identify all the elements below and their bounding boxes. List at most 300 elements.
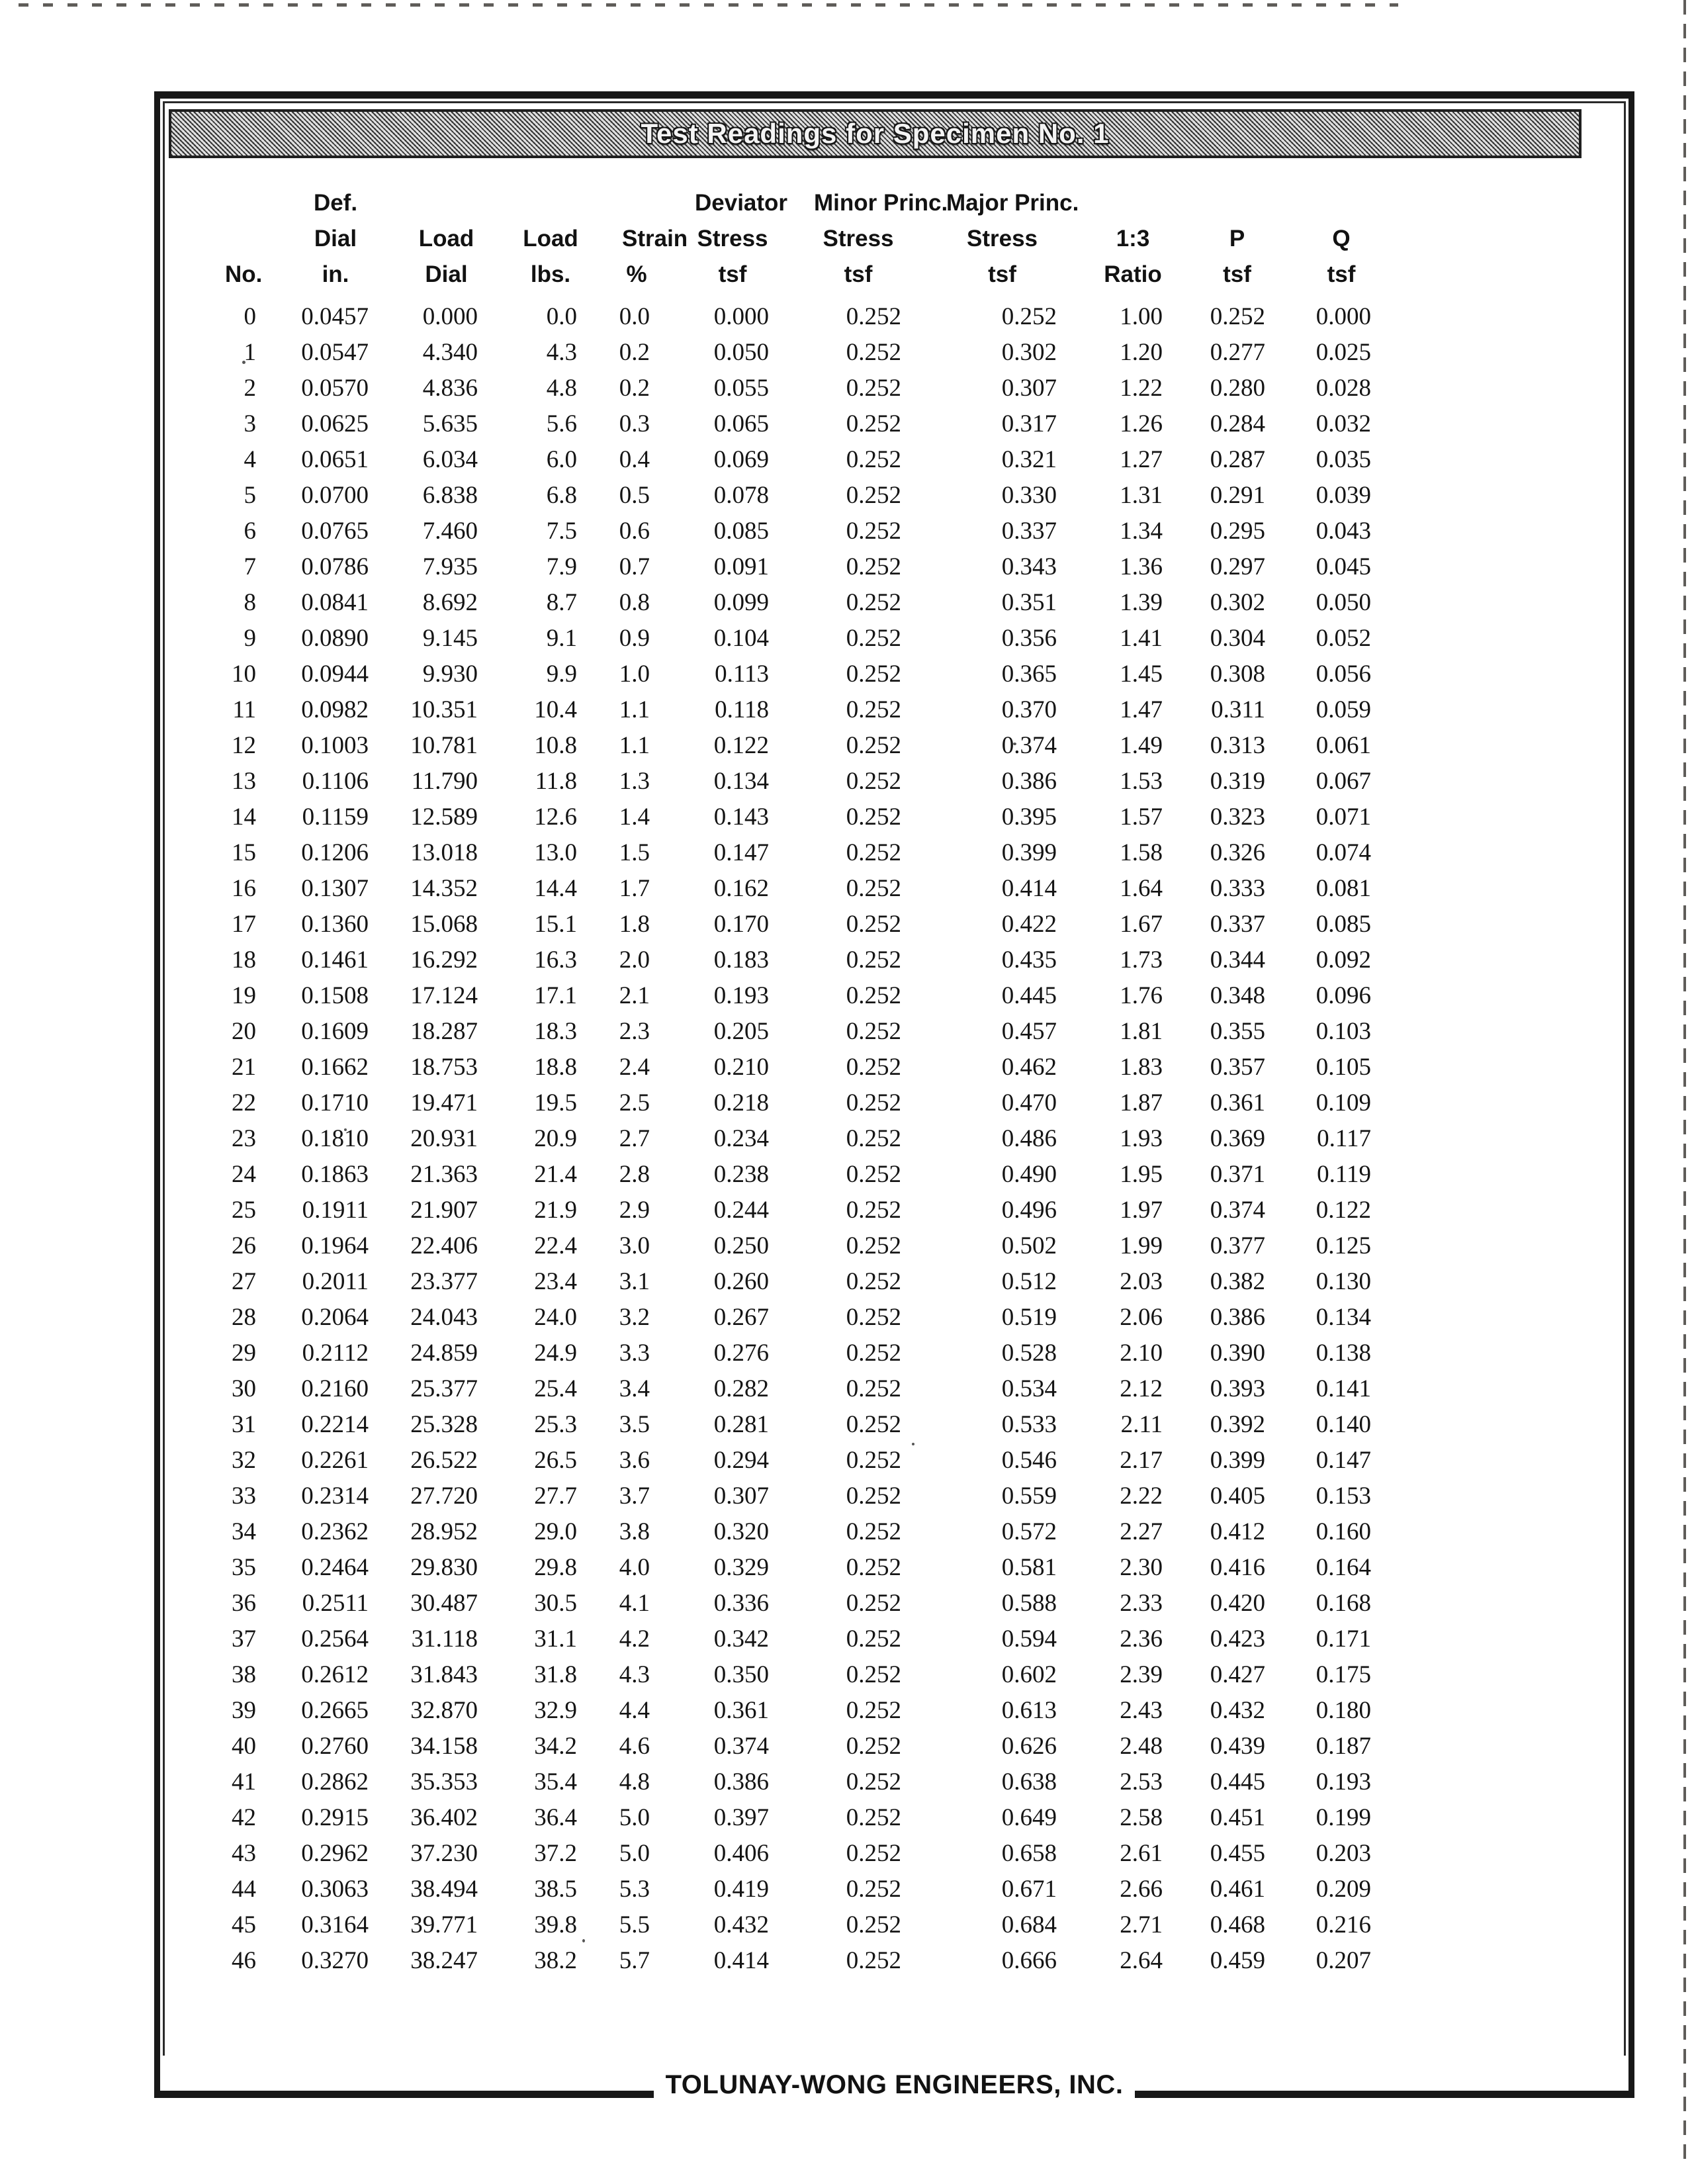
column-header-no [185, 216, 261, 252]
cell-strain-pct: 0.8 [619, 588, 650, 616]
cell-q-tsf: 0.105 [1315, 1053, 1371, 1081]
table-row [185, 656, 1376, 692]
cell-ratio-1-3: 2.36 [1120, 1625, 1163, 1653]
column-header-deviator-stress-tsf: Deviator [695, 190, 788, 216]
cell-deviator-stress-tsf: 0.250 [713, 1232, 769, 1259]
cell-load-lbs: 6.8 [546, 481, 577, 509]
cell-load-dial: 28.952 [410, 1518, 478, 1545]
cell-load-dial: 19.471 [410, 1089, 478, 1116]
cell-minor-princ-stress-tsf: 0.252 [846, 1232, 901, 1259]
cell-minor-princ-stress-tsf: 0.252 [846, 1482, 901, 1510]
cell-no: 6 [244, 517, 256, 545]
cell-deviator-stress-tsf: 0.361 [713, 1696, 769, 1724]
cell-load-lbs: 5.6 [546, 410, 577, 437]
cell-no: 21 [232, 1053, 256, 1081]
cell-deviator-stress-tsf: 0.050 [713, 338, 769, 366]
cell-major-princ-stress-tsf: 0.626 [1001, 1732, 1057, 1760]
cell-strain-pct: 2.9 [619, 1196, 650, 1224]
cell-ratio-1-3: 2.64 [1120, 1946, 1163, 1974]
cell-strain-pct: 3.8 [619, 1518, 650, 1545]
cell-major-princ-stress-tsf: 0.602 [1001, 1661, 1057, 1688]
cell-q-tsf: 0.071 [1315, 803, 1371, 831]
cell-major-princ-stress-tsf: 0.613 [1001, 1696, 1057, 1724]
cell-def-dial-in: 0.0625 [301, 410, 369, 437]
cell-major-princ-stress-tsf: 0.307 [1001, 374, 1057, 402]
table-row [185, 942, 1376, 978]
cell-p-tsf: 0.371 [1210, 1160, 1265, 1188]
cell-deviator-stress-tsf: 0.193 [713, 981, 769, 1009]
cell-load-lbs: 17.1 [534, 981, 577, 1009]
cell-strain-pct: 0.0 [619, 302, 650, 330]
table-row [185, 549, 1376, 584]
cell-def-dial-in: 0.1710 [301, 1089, 369, 1116]
cell-q-tsf: 0.109 [1315, 1089, 1371, 1116]
cell-no: 18 [232, 946, 256, 974]
table-row [185, 1621, 1376, 1657]
cell-p-tsf: 0.284 [1210, 410, 1265, 437]
cell-q-tsf: 0.193 [1315, 1768, 1371, 1796]
cell-minor-princ-stress-tsf: 0.252 [846, 1732, 901, 1760]
cell-q-tsf: 0.032 [1315, 410, 1371, 437]
column-header-major-princ-stress-tsf: tsf [988, 261, 1016, 287]
footer-rule-left [160, 2091, 654, 2098]
cell-major-princ-stress-tsf: 0.528 [1001, 1339, 1057, 1367]
cell-strain-pct: 1.3 [619, 767, 650, 795]
cell-strain-pct: 3.6 [619, 1446, 650, 1474]
cell-load-dial: 12.589 [410, 803, 478, 831]
cell-load-lbs: 10.4 [534, 696, 577, 723]
cell-def-dial-in: 0.1609 [301, 1017, 369, 1045]
cell-ratio-1-3: 2.53 [1120, 1768, 1163, 1796]
cell-load-dial: 11.790 [411, 767, 478, 795]
cell-no: 45 [232, 1911, 256, 1938]
table-row [185, 1585, 1376, 1621]
cell-load-lbs: 32.9 [534, 1696, 577, 1724]
cell-deviator-stress-tsf: 0.282 [713, 1375, 769, 1402]
cell-q-tsf: 0.164 [1315, 1553, 1371, 1581]
cell-ratio-1-3: 1.97 [1120, 1196, 1163, 1224]
cell-minor-princ-stress-tsf: 0.252 [846, 1267, 901, 1295]
cell-load-lbs: 37.2 [534, 1839, 577, 1867]
readings-table-body [185, 288, 1376, 1978]
cell-no: 26 [232, 1232, 256, 1259]
cell-major-princ-stress-tsf: 0.330 [1001, 481, 1057, 509]
cell-deviator-stress-tsf: 0.170 [713, 910, 769, 938]
cell-minor-princ-stress-tsf: 0.252 [846, 1446, 901, 1474]
cell-load-lbs: 26.5 [534, 1446, 577, 1474]
readings-table-head [185, 181, 1376, 288]
cell-major-princ-stress-tsf: 0.533 [1001, 1410, 1057, 1438]
column-header-major-princ-stress-tsf: Stress [966, 226, 1038, 251]
cell-major-princ-stress-tsf: 0.502 [1001, 1232, 1057, 1259]
cell-minor-princ-stress-tsf: 0.252 [846, 1160, 901, 1188]
cell-def-dial-in: 0.2915 [301, 1803, 369, 1831]
cell-def-dial-in: 0.0765 [301, 517, 369, 545]
cell-load-dial: 38.247 [410, 1946, 478, 1974]
cell-deviator-stress-tsf: 0.234 [713, 1124, 769, 1152]
cell-deviator-stress-tsf: 0.118 [715, 696, 769, 723]
cell-strain-pct: 3.7 [619, 1482, 650, 1510]
cell-no: 7 [244, 553, 256, 580]
table-row [185, 1406, 1376, 1442]
cell-p-tsf: 0.304 [1210, 624, 1265, 652]
cell-minor-princ-stress-tsf: 0.252 [846, 1089, 901, 1116]
cell-no: 44 [232, 1875, 256, 1903]
cell-strain-pct: 4.6 [619, 1732, 650, 1760]
cell-minor-princ-stress-tsf: 0.252 [846, 338, 901, 366]
cell-strain-pct: 1.7 [619, 874, 650, 902]
cell-ratio-1-3: 1.49 [1120, 731, 1163, 759]
column-header-strain-pct: % [626, 261, 647, 287]
table-row [185, 870, 1376, 906]
cell-major-princ-stress-tsf: 0.351 [1001, 588, 1057, 616]
cell-minor-princ-stress-tsf: 0.252 [846, 1553, 901, 1581]
cell-q-tsf: 0.199 [1315, 1803, 1371, 1831]
cell-no: 41 [232, 1768, 256, 1796]
cell-load-lbs: 35.4 [534, 1768, 577, 1796]
table-row [185, 1728, 1376, 1764]
cell-load-lbs: 15.1 [534, 910, 577, 938]
cell-load-lbs: 29.8 [534, 1553, 577, 1581]
cell-deviator-stress-tsf: 0.122 [713, 731, 769, 759]
cell-q-tsf: 0.059 [1315, 696, 1371, 723]
column-header-load-lbs: Load [523, 226, 578, 251]
cell-ratio-1-3: 1.64 [1120, 874, 1163, 902]
cell-q-tsf: 0.168 [1315, 1589, 1371, 1617]
cell-strain-pct: 3.1 [619, 1267, 650, 1295]
table-row [185, 1442, 1376, 1478]
cell-load-lbs: 31.8 [534, 1661, 577, 1688]
cell-strain-pct: 5.5 [619, 1911, 650, 1938]
cell-p-tsf: 0.357 [1210, 1053, 1265, 1081]
cell-p-tsf: 0.277 [1210, 338, 1265, 366]
cell-deviator-stress-tsf: 0.350 [713, 1661, 769, 1688]
table-row [185, 1192, 1376, 1228]
cell-p-tsf: 0.432 [1210, 1696, 1265, 1724]
cell-major-princ-stress-tsf: 0.252 [1001, 302, 1057, 330]
cell-major-princ-stress-tsf: 0.486 [1001, 1124, 1057, 1152]
table-row [185, 1514, 1376, 1549]
cell-ratio-1-3: 1.47 [1120, 696, 1163, 723]
cell-load-dial: 34.158 [410, 1732, 478, 1760]
cell-def-dial-in: 0.0547 [301, 338, 369, 366]
cell-deviator-stress-tsf: 0.065 [713, 410, 769, 437]
column-header-minor-princ-stress-tsf: Minor Princ. [814, 190, 948, 216]
cell-ratio-1-3: 2.39 [1120, 1661, 1163, 1688]
cell-no: 11 [232, 696, 256, 723]
cell-deviator-stress-tsf: 0.134 [713, 767, 769, 795]
cell-p-tsf: 0.445 [1210, 1768, 1265, 1796]
cell-p-tsf: 0.416 [1210, 1553, 1265, 1581]
cell-ratio-1-3: 2.10 [1120, 1339, 1163, 1367]
cell-major-princ-stress-tsf: 0.395 [1001, 803, 1057, 831]
cell-ratio-1-3: 2.66 [1120, 1875, 1163, 1903]
cell-load-dial: 6.838 [422, 481, 478, 509]
cell-def-dial-in: 0.0982 [301, 696, 369, 723]
cell-ratio-1-3: 1.36 [1120, 553, 1163, 580]
table-row [185, 978, 1376, 1013]
table-row [185, 799, 1376, 835]
cell-load-dial: 7.460 [422, 517, 478, 545]
cell-p-tsf: 0.399 [1210, 1446, 1265, 1474]
cell-deviator-stress-tsf: 0.329 [713, 1553, 769, 1581]
cell-strain-pct: 2.5 [619, 1089, 650, 1116]
cell-q-tsf: 0.103 [1315, 1017, 1371, 1045]
cell-minor-princ-stress-tsf: 0.252 [846, 731, 901, 759]
cell-p-tsf: 0.297 [1210, 553, 1265, 580]
cell-p-tsf: 0.451 [1210, 1803, 1265, 1831]
column-header-load-lbs: lbs. [530, 261, 571, 287]
cell-load-dial: 8.692 [422, 588, 478, 616]
cell-minor-princ-stress-tsf: 0.252 [846, 624, 901, 652]
cell-q-tsf: 0.000 [1315, 302, 1371, 330]
cell-no: 5 [244, 481, 256, 509]
column-header-deviator-stress-tsf: Stress [697, 226, 768, 251]
cell-deviator-stress-tsf: 0.432 [713, 1911, 769, 1938]
cell-p-tsf: 0.344 [1210, 946, 1265, 974]
cell-load-dial: 4.836 [422, 374, 478, 402]
cell-load-dial: 31.118 [411, 1625, 478, 1653]
table-row [185, 1907, 1376, 1942]
table-row [185, 1657, 1376, 1692]
cell-deviator-stress-tsf: 0.374 [713, 1732, 769, 1760]
cell-p-tsf: 0.313 [1210, 731, 1265, 759]
cell-strain-pct: 0.2 [619, 338, 650, 366]
cell-q-tsf: 0.171 [1315, 1625, 1371, 1653]
cell-deviator-stress-tsf: 0.085 [713, 517, 769, 545]
cell-strain-pct: 0.6 [619, 517, 650, 545]
cell-load-dial: 0.000 [422, 302, 478, 330]
cell-major-princ-stress-tsf: 0.435 [1001, 946, 1057, 974]
cell-deviator-stress-tsf: 0.276 [713, 1339, 769, 1367]
cell-no: 37 [232, 1625, 256, 1653]
cell-minor-princ-stress-tsf: 0.252 [846, 981, 901, 1009]
cell-q-tsf: 0.052 [1315, 624, 1371, 652]
cell-deviator-stress-tsf: 0.336 [713, 1589, 769, 1617]
cell-minor-princ-stress-tsf: 0.252 [846, 1661, 901, 1688]
cell-q-tsf: 0.074 [1315, 839, 1371, 866]
cell-deviator-stress-tsf: 0.000 [713, 302, 769, 330]
cell-load-lbs: 11.8 [535, 767, 577, 795]
cell-ratio-1-3: 2.33 [1120, 1589, 1163, 1617]
table-row [185, 477, 1376, 513]
cell-deviator-stress-tsf: 0.342 [713, 1625, 769, 1653]
cell-minor-princ-stress-tsf: 0.252 [846, 588, 901, 616]
table-row [185, 1049, 1376, 1085]
report-footer [160, 2068, 1628, 2098]
cell-load-dial: 24.043 [410, 1303, 478, 1331]
cell-p-tsf: 0.455 [1210, 1839, 1265, 1867]
cell-load-dial: 4.340 [422, 338, 478, 366]
cell-def-dial-in: 0.1360 [301, 910, 369, 938]
cell-no: 3 [244, 410, 256, 437]
cell-def-dial-in: 0.1662 [301, 1053, 369, 1081]
cell-q-tsf: 0.035 [1315, 445, 1371, 473]
cell-p-tsf: 0.348 [1210, 981, 1265, 1009]
column-header-minor-princ-stress-tsf: Stress [823, 226, 894, 251]
cell-def-dial-in: 0.2862 [301, 1768, 369, 1796]
table-row [185, 1263, 1376, 1299]
cell-strain-pct: 3.3 [619, 1339, 650, 1367]
cell-def-dial-in: 0.2261 [301, 1446, 369, 1474]
header-row [185, 252, 1376, 288]
cell-major-princ-stress-tsf: 0.374 [1001, 731, 1057, 759]
cell-no: 25 [232, 1196, 256, 1224]
cell-ratio-1-3: 2.22 [1120, 1482, 1163, 1510]
table-row [185, 334, 1376, 370]
cell-major-princ-stress-tsf: 0.594 [1001, 1625, 1057, 1653]
cell-minor-princ-stress-tsf: 0.252 [846, 696, 901, 723]
cell-no: 23 [232, 1124, 256, 1152]
table-row [185, 584, 1376, 620]
cell-p-tsf: 0.337 [1210, 910, 1265, 938]
cell-ratio-1-3: 1.31 [1120, 481, 1163, 509]
table-row [185, 513, 1376, 549]
cell-minor-princ-stress-tsf: 0.252 [846, 910, 901, 938]
cell-major-princ-stress-tsf: 0.445 [1001, 981, 1057, 1009]
column-header-deviator-stress-tsf: tsf [718, 261, 747, 287]
cell-deviator-stress-tsf: 0.260 [713, 1267, 769, 1295]
cell-q-tsf: 0.056 [1315, 660, 1371, 688]
cell-def-dial-in: 0.3164 [301, 1911, 369, 1938]
cell-def-dial-in: 0.2612 [301, 1661, 369, 1688]
cell-q-tsf: 0.141 [1315, 1375, 1371, 1402]
cell-minor-princ-stress-tsf: 0.252 [846, 1875, 901, 1903]
cell-major-princ-stress-tsf: 0.470 [1001, 1089, 1057, 1116]
cell-load-lbs: 34.2 [534, 1732, 577, 1760]
cell-no: 31 [232, 1410, 256, 1438]
cell-load-dial: 23.377 [410, 1267, 478, 1295]
cell-strain-pct: 5.3 [619, 1875, 650, 1903]
column-header-no [185, 181, 261, 216]
cell-deviator-stress-tsf: 0.205 [713, 1017, 769, 1045]
column-header-def-dial-in: Def. [313, 190, 358, 216]
cell-q-tsf: 0.050 [1315, 588, 1371, 616]
cell-p-tsf: 0.374 [1210, 1196, 1265, 1224]
cell-minor-princ-stress-tsf: 0.252 [846, 1768, 901, 1796]
cell-load-dial: 18.753 [410, 1053, 478, 1081]
cell-strain-pct: 2.1 [619, 981, 650, 1009]
cell-ratio-1-3: 2.48 [1120, 1732, 1163, 1760]
cell-load-dial: 27.720 [410, 1482, 478, 1510]
cell-no: 33 [232, 1482, 256, 1510]
table-row [185, 1335, 1376, 1371]
cell-no: 15 [232, 839, 256, 866]
cell-ratio-1-3: 1.34 [1120, 517, 1163, 545]
cell-load-lbs: 7.5 [546, 517, 577, 545]
cell-q-tsf: 0.085 [1315, 910, 1371, 938]
table-row [185, 1692, 1376, 1728]
cell-no: 9 [244, 624, 256, 652]
cell-ratio-1-3: 1.58 [1120, 839, 1163, 866]
cell-p-tsf: 0.333 [1210, 874, 1265, 902]
cell-major-princ-stress-tsf: 0.457 [1001, 1017, 1057, 1045]
cell-load-lbs: 9.1 [546, 624, 577, 652]
cell-ratio-1-3: 2.17 [1120, 1446, 1163, 1474]
cell-no: 20 [232, 1017, 256, 1045]
table-row [185, 1156, 1376, 1192]
table-row [185, 1013, 1376, 1049]
cell-strain-pct: 2.0 [619, 946, 650, 974]
cell-load-dial: 5.635 [422, 410, 478, 437]
cell-p-tsf: 0.405 [1210, 1482, 1265, 1510]
cell-minor-princ-stress-tsf: 0.252 [846, 1303, 901, 1331]
cell-def-dial-in: 0.0457 [301, 302, 369, 330]
cell-load-lbs: 16.3 [534, 946, 577, 974]
cell-def-dial-in: 0.0841 [301, 588, 369, 616]
cell-load-dial: 29.830 [410, 1553, 478, 1581]
column-header-load-lbs [483, 181, 582, 216]
cell-load-dial: 10.351 [410, 696, 478, 723]
cell-def-dial-in: 0.1307 [301, 874, 369, 902]
cell-load-dial: 39.771 [410, 1911, 478, 1938]
cell-major-princ-stress-tsf: 0.519 [1001, 1303, 1057, 1331]
cell-no: 24 [232, 1160, 256, 1188]
cell-ratio-1-3: 2.58 [1120, 1803, 1163, 1831]
cell-strain-pct: 1.1 [619, 696, 650, 723]
cell-minor-princ-stress-tsf: 0.252 [846, 1839, 901, 1867]
cell-strain-pct: 2.7 [619, 1124, 650, 1152]
cell-load-dial: 13.018 [410, 839, 478, 866]
cell-p-tsf: 0.361 [1210, 1089, 1265, 1116]
cell-p-tsf: 0.302 [1210, 588, 1265, 616]
cell-load-lbs: 38.2 [534, 1946, 577, 1974]
cell-load-dial: 32.870 [410, 1696, 478, 1724]
cell-major-princ-stress-tsf: 0.337 [1001, 517, 1057, 545]
cell-p-tsf: 0.461 [1210, 1875, 1265, 1903]
cell-def-dial-in: 0.2564 [301, 1625, 369, 1653]
cell-strain-pct: 0.5 [619, 481, 650, 509]
table-row [185, 1871, 1376, 1907]
cell-q-tsf: 0.130 [1315, 1267, 1371, 1295]
cell-deviator-stress-tsf: 0.091 [713, 553, 769, 580]
cell-load-dial: 31.843 [410, 1661, 478, 1688]
cell-ratio-1-3: 1.95 [1120, 1160, 1163, 1188]
cell-def-dial-in: 0.1964 [301, 1232, 369, 1259]
cell-p-tsf: 0.392 [1210, 1410, 1265, 1438]
cell-strain-pct: 3.4 [619, 1375, 650, 1402]
cell-load-lbs: 24.9 [534, 1339, 577, 1367]
cell-load-dial: 26.522 [410, 1446, 478, 1474]
cell-p-tsf: 0.323 [1210, 803, 1265, 831]
cell-major-princ-stress-tsf: 0.534 [1001, 1375, 1057, 1402]
cell-minor-princ-stress-tsf: 0.252 [846, 946, 901, 974]
cell-def-dial-in: 0.1461 [301, 946, 369, 974]
cell-q-tsf: 0.122 [1315, 1196, 1371, 1224]
cell-major-princ-stress-tsf: 0.588 [1001, 1589, 1057, 1617]
table-row [185, 1835, 1376, 1871]
cell-ratio-1-3: 1.57 [1120, 803, 1163, 831]
cell-strain-pct: 3.5 [619, 1410, 650, 1438]
cell-load-dial: 25.328 [410, 1410, 478, 1438]
cell-strain-pct: 0.4 [619, 445, 650, 473]
column-header-strain-pct: Strain [622, 226, 688, 251]
table-row [185, 1764, 1376, 1799]
cell-load-lbs: 39.8 [534, 1911, 577, 1938]
cell-major-princ-stress-tsf: 0.559 [1001, 1482, 1057, 1510]
cell-def-dial-in: 0.2760 [301, 1732, 369, 1760]
cell-ratio-1-3: 2.03 [1120, 1267, 1163, 1295]
cell-load-lbs: 13.0 [534, 839, 577, 866]
cell-def-dial-in: 0.2011 [302, 1267, 369, 1295]
cell-def-dial-in: 0.2314 [301, 1482, 369, 1510]
cell-ratio-1-3: 2.11 [1120, 1410, 1163, 1438]
column-header-load-dial: Dial [425, 261, 468, 287]
cell-major-princ-stress-tsf: 0.512 [1001, 1267, 1057, 1295]
cell-p-tsf: 0.295 [1210, 517, 1265, 545]
header-row [185, 181, 1376, 216]
cell-minor-princ-stress-tsf: 0.252 [846, 874, 901, 902]
